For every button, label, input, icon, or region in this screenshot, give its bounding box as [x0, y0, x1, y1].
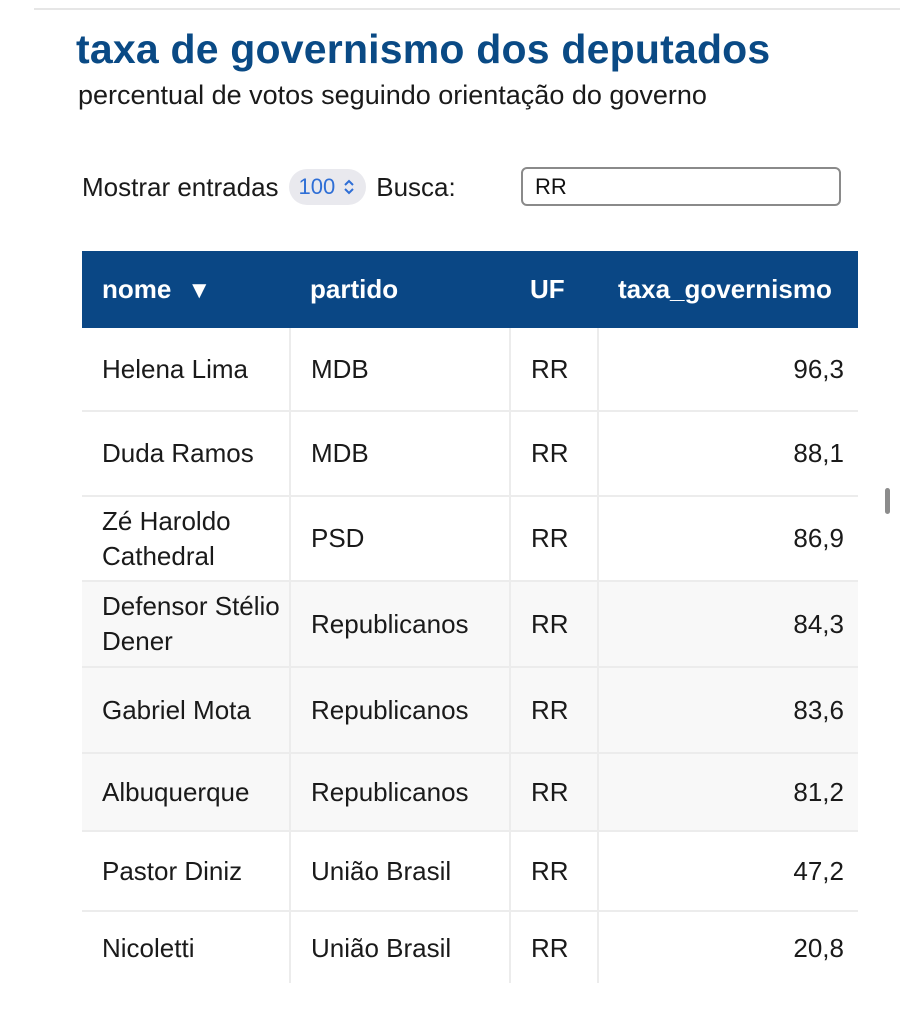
cell-uf: RR [510, 753, 598, 831]
cell-taxa: 96,3 [598, 328, 858, 411]
table-row [82, 411, 858, 496]
scrollbar-thumb[interactable] [885, 488, 890, 514]
column-header-uf[interactable]: UF [510, 251, 598, 328]
table-row [82, 667, 858, 753]
cell-nome: Nicoletti [82, 911, 290, 983]
cell-partido: MDB [290, 328, 510, 411]
cell-nome: Defensor Stélio Dener [82, 581, 290, 667]
data-table [82, 251, 858, 983]
table-row [82, 328, 858, 411]
cell-taxa: 88,1 [598, 411, 858, 496]
cell-taxa: 20,8 [598, 911, 858, 983]
cell-taxa: 84,3 [598, 581, 858, 667]
search-label: Busca: [376, 171, 456, 202]
cell-partido: Republicanos [290, 667, 510, 753]
search-input[interactable] [521, 167, 841, 206]
table-row [82, 581, 858, 667]
data-table-container [82, 251, 858, 983]
column-header-nome[interactable]: nome ▼ [82, 251, 290, 328]
column-header-partido[interactable]: partido [290, 251, 510, 328]
show-entries-label: Mostrar entradas [82, 171, 279, 202]
cell-partido: União Brasil [290, 911, 510, 983]
column-header-taxa[interactable]: taxa_governismo [598, 251, 858, 328]
cell-nome: Helena Lima [82, 328, 290, 411]
sort-descending-icon: ▼ [187, 277, 212, 304]
cell-uf: RR [510, 667, 598, 753]
cell-uf: RR [510, 581, 598, 667]
cell-nome: Albuquerque [82, 753, 290, 831]
table-header-row [82, 251, 858, 328]
cell-uf: RR [510, 496, 598, 581]
page-size-value: 100 [298, 174, 336, 199]
cell-partido: MDB [290, 411, 510, 496]
table-controls [82, 166, 456, 208]
cell-uf: RR [510, 911, 598, 983]
updown-chevron-icon [343, 179, 355, 195]
top-divider [34, 8, 900, 10]
cell-taxa: 47,2 [598, 831, 858, 911]
table-row [82, 496, 858, 581]
table-row [82, 831, 858, 911]
cell-nome: Pastor Diniz [82, 831, 290, 911]
cell-uf: RR [510, 831, 598, 911]
cell-partido: Republicanos [290, 753, 510, 831]
page-size-select[interactable] [289, 169, 367, 205]
cell-partido: PSD [290, 496, 510, 581]
cell-taxa: 86,9 [598, 496, 858, 581]
cell-nome: Zé Haroldo Cathedral [82, 496, 290, 581]
cell-nome: Duda Ramos [82, 411, 290, 496]
cell-uf: RR [510, 411, 598, 496]
page-title: taxa de governismo dos deputados [76, 26, 771, 72]
page-subtitle: percentual de votos seguindo orientação do governo [78, 80, 707, 110]
cell-taxa: 83,6 [598, 667, 858, 753]
table-row [82, 753, 858, 831]
cell-partido: Republicanos [290, 581, 510, 667]
cell-uf: RR [510, 328, 598, 411]
cell-partido: União Brasil [290, 831, 510, 911]
cell-nome: Gabriel Mota [82, 667, 290, 753]
cell-taxa: 81,2 [598, 753, 858, 831]
table-row [82, 911, 858, 983]
